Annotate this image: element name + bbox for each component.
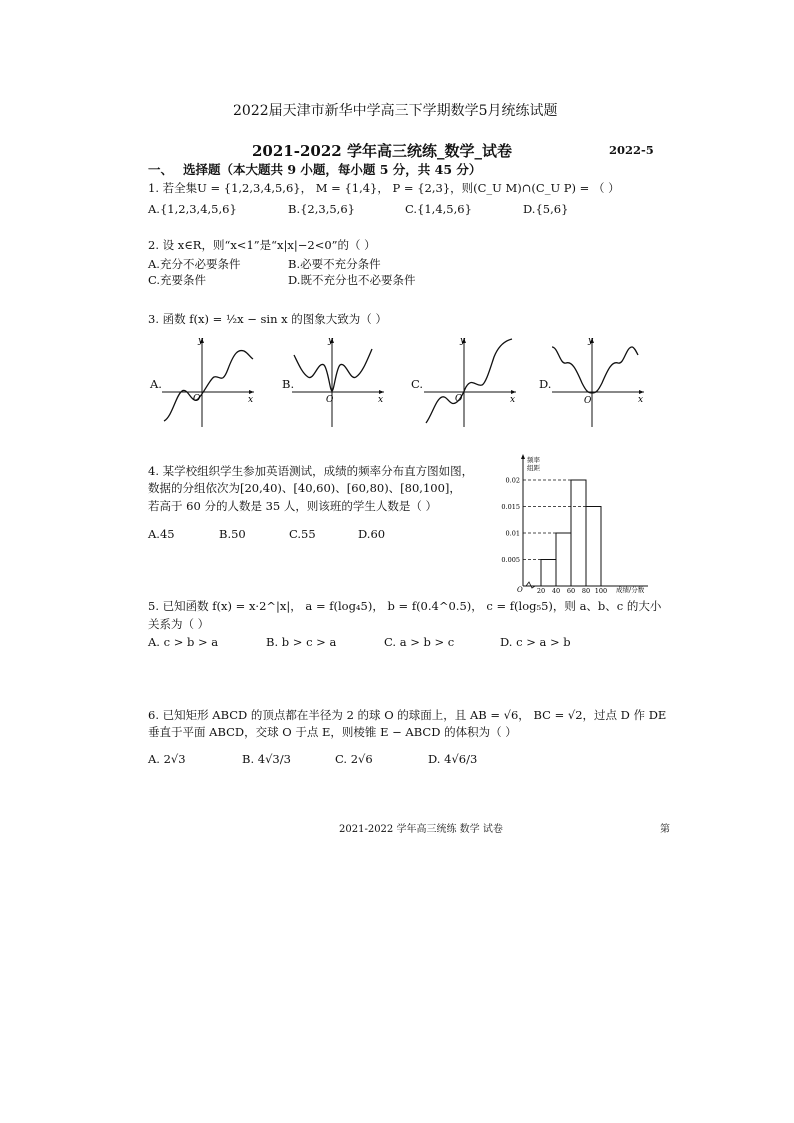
- graph-a-x-label: x: [248, 395, 254, 405]
- q6-option-d: D. 4√6/3: [428, 752, 478, 766]
- q5-option-b: B. b > c > a: [266, 635, 337, 649]
- frequency-histogram: [490, 450, 660, 595]
- q3-option-b: B.: [282, 377, 295, 391]
- y-axis-label-bottom: 组距: [527, 464, 540, 472]
- q5-option-a: A. c > b > a: [148, 635, 219, 649]
- q1-option-b: B.{2,3,5,6}: [288, 202, 355, 216]
- q6-option-a: A. 2√3: [148, 752, 186, 766]
- section-heading: 选择题（本大题共 9 小题，每小题 5 分，共 45 分）: [183, 162, 482, 177]
- y-tick-label-2: 0.015: [501, 503, 520, 511]
- question-5-line-2: 关系为（ ）: [148, 617, 210, 631]
- x-tick-label-0: 20: [536, 587, 546, 595]
- q6-option-c: C. 2√6: [335, 752, 373, 766]
- graph-b-y-label: y: [328, 336, 334, 346]
- x-tick-label-2: 60: [566, 587, 576, 595]
- graph-b-x-label: x: [378, 395, 384, 405]
- document-title: 2022届天津市新华中学高三下学期数学5月统练试题: [233, 103, 558, 119]
- histogram-bar-3: [586, 507, 601, 587]
- histogram-origin-label: O: [517, 586, 523, 594]
- graph-b-origin-label: O: [326, 395, 334, 405]
- question-4-line-3: 若高于 60 分的人数是 35 人，则该班的学生人数是（ ）: [148, 499, 438, 513]
- question-6-line-1: 6. 已知矩形 ABCD 的顶点都在半径为 2 的球 O 的球面上，且 AB = √6， BC = √2，过点 D 作 DE: [148, 708, 667, 722]
- y-tick-label-0: 0.005: [501, 556, 520, 564]
- page-number-fragment: 第: [660, 824, 670, 835]
- section-number: 一、: [148, 162, 174, 177]
- graph-c-origin-label: O: [455, 394, 463, 404]
- x-tick-label-3: 80: [581, 587, 591, 595]
- q4-option-d: D.60: [358, 527, 386, 541]
- histogram-bar-2: [571, 480, 586, 586]
- x-tick-label-4: 100: [594, 587, 608, 595]
- x-axis-label: 成绩/分数: [616, 586, 645, 594]
- q4-option-c: C.55: [289, 527, 316, 541]
- q3-option-a: A.: [150, 377, 162, 391]
- question-5-line-1: 5. 已知函数 f(x) = x·2^|x|， a = f(log₄5)， b = f(0.4^0.5)， c = f(log₅5)，则 a、b、c 的大小: [148, 599, 662, 613]
- q4-option-b: B.50: [219, 527, 246, 541]
- question-3-text: 3. 函数 f(x) = ½x − sin x 的图象大致为（ ）: [148, 312, 387, 326]
- graph-d-origin-label: O: [584, 396, 592, 406]
- graph-d-x-label: x: [638, 395, 644, 405]
- histogram-bar-0: [541, 560, 556, 587]
- x-tick-label-1: 40: [551, 587, 561, 595]
- q2-option-b: B.必要不充分条件: [288, 257, 381, 271]
- graph-a-origin-label: O: [193, 394, 201, 404]
- exam-date: 2022-5: [609, 143, 654, 157]
- q4-option-a: A.45: [148, 527, 175, 541]
- q5-option-c: C. a > b > c: [384, 635, 455, 649]
- q3-graph-b: [288, 335, 388, 430]
- q1-option-c: C.{1,4,5,6}: [405, 202, 472, 216]
- q2-option-c: C.充要条件: [148, 273, 207, 287]
- question-6-line-2: 垂直于平面 ABCD，交球 O 于点 E，则棱锥 E − ABCD 的体积为（ ）: [148, 725, 517, 739]
- q1-option-d: D.{5,6}: [523, 202, 569, 216]
- graph-c-x-label: x: [510, 395, 516, 405]
- q2-option-d: D.既不充分也不必要条件: [288, 273, 416, 287]
- q1-option-a: A.{1,2,3,4,5,6}: [148, 202, 237, 216]
- q3-option-d: D.: [539, 377, 552, 391]
- y-axis-label-top: 频率: [527, 456, 540, 464]
- y-tick-label-3: 0.02: [505, 476, 520, 485]
- q2-option-a: A.充分不必要条件: [148, 257, 241, 271]
- q3-option-c: C.: [411, 377, 424, 391]
- axis-break-mark: [526, 582, 535, 588]
- question-2-text: 2. 设 x∈R，则“x<1”是“x|x|−2<0”的（ ）: [148, 238, 376, 252]
- histogram-y-arrow: [521, 454, 525, 459]
- exam-title: 2021-2022 学年高三统练_数学_试卷: [252, 142, 512, 160]
- q6-option-b: B. 4√3/3: [242, 752, 291, 766]
- y-tick-label-1: 0.01: [505, 529, 520, 538]
- q3-graph-a: [158, 335, 258, 430]
- graph-a-y-label: y: [198, 336, 204, 346]
- histogram-bar-1: [556, 533, 571, 586]
- page-footer: 2021-2022 学年高三统练 数学 试卷: [339, 824, 503, 835]
- graph-d-y-label: y: [588, 336, 594, 346]
- graph-c-y-label: y: [460, 336, 466, 346]
- q3-graph-c: [420, 335, 520, 430]
- question-4-line-2: 数据的分组依次为[20,40)、[40,60)、[60,80)、[80,100]，: [148, 481, 461, 495]
- q5-option-d: D. c > a > b: [500, 635, 571, 649]
- question-1-text: 1. 若全集U = {1,2,3,4,5,6}， M = {1,4}， P = {2,3}，则(C_U M)∩(C_U P) = （ ）: [148, 181, 620, 195]
- q3-graph-d: [548, 335, 648, 430]
- question-4-line-1: 4. 某学校组织学生参加英语测试，成绩的频率分布直方图如图，: [148, 464, 474, 478]
